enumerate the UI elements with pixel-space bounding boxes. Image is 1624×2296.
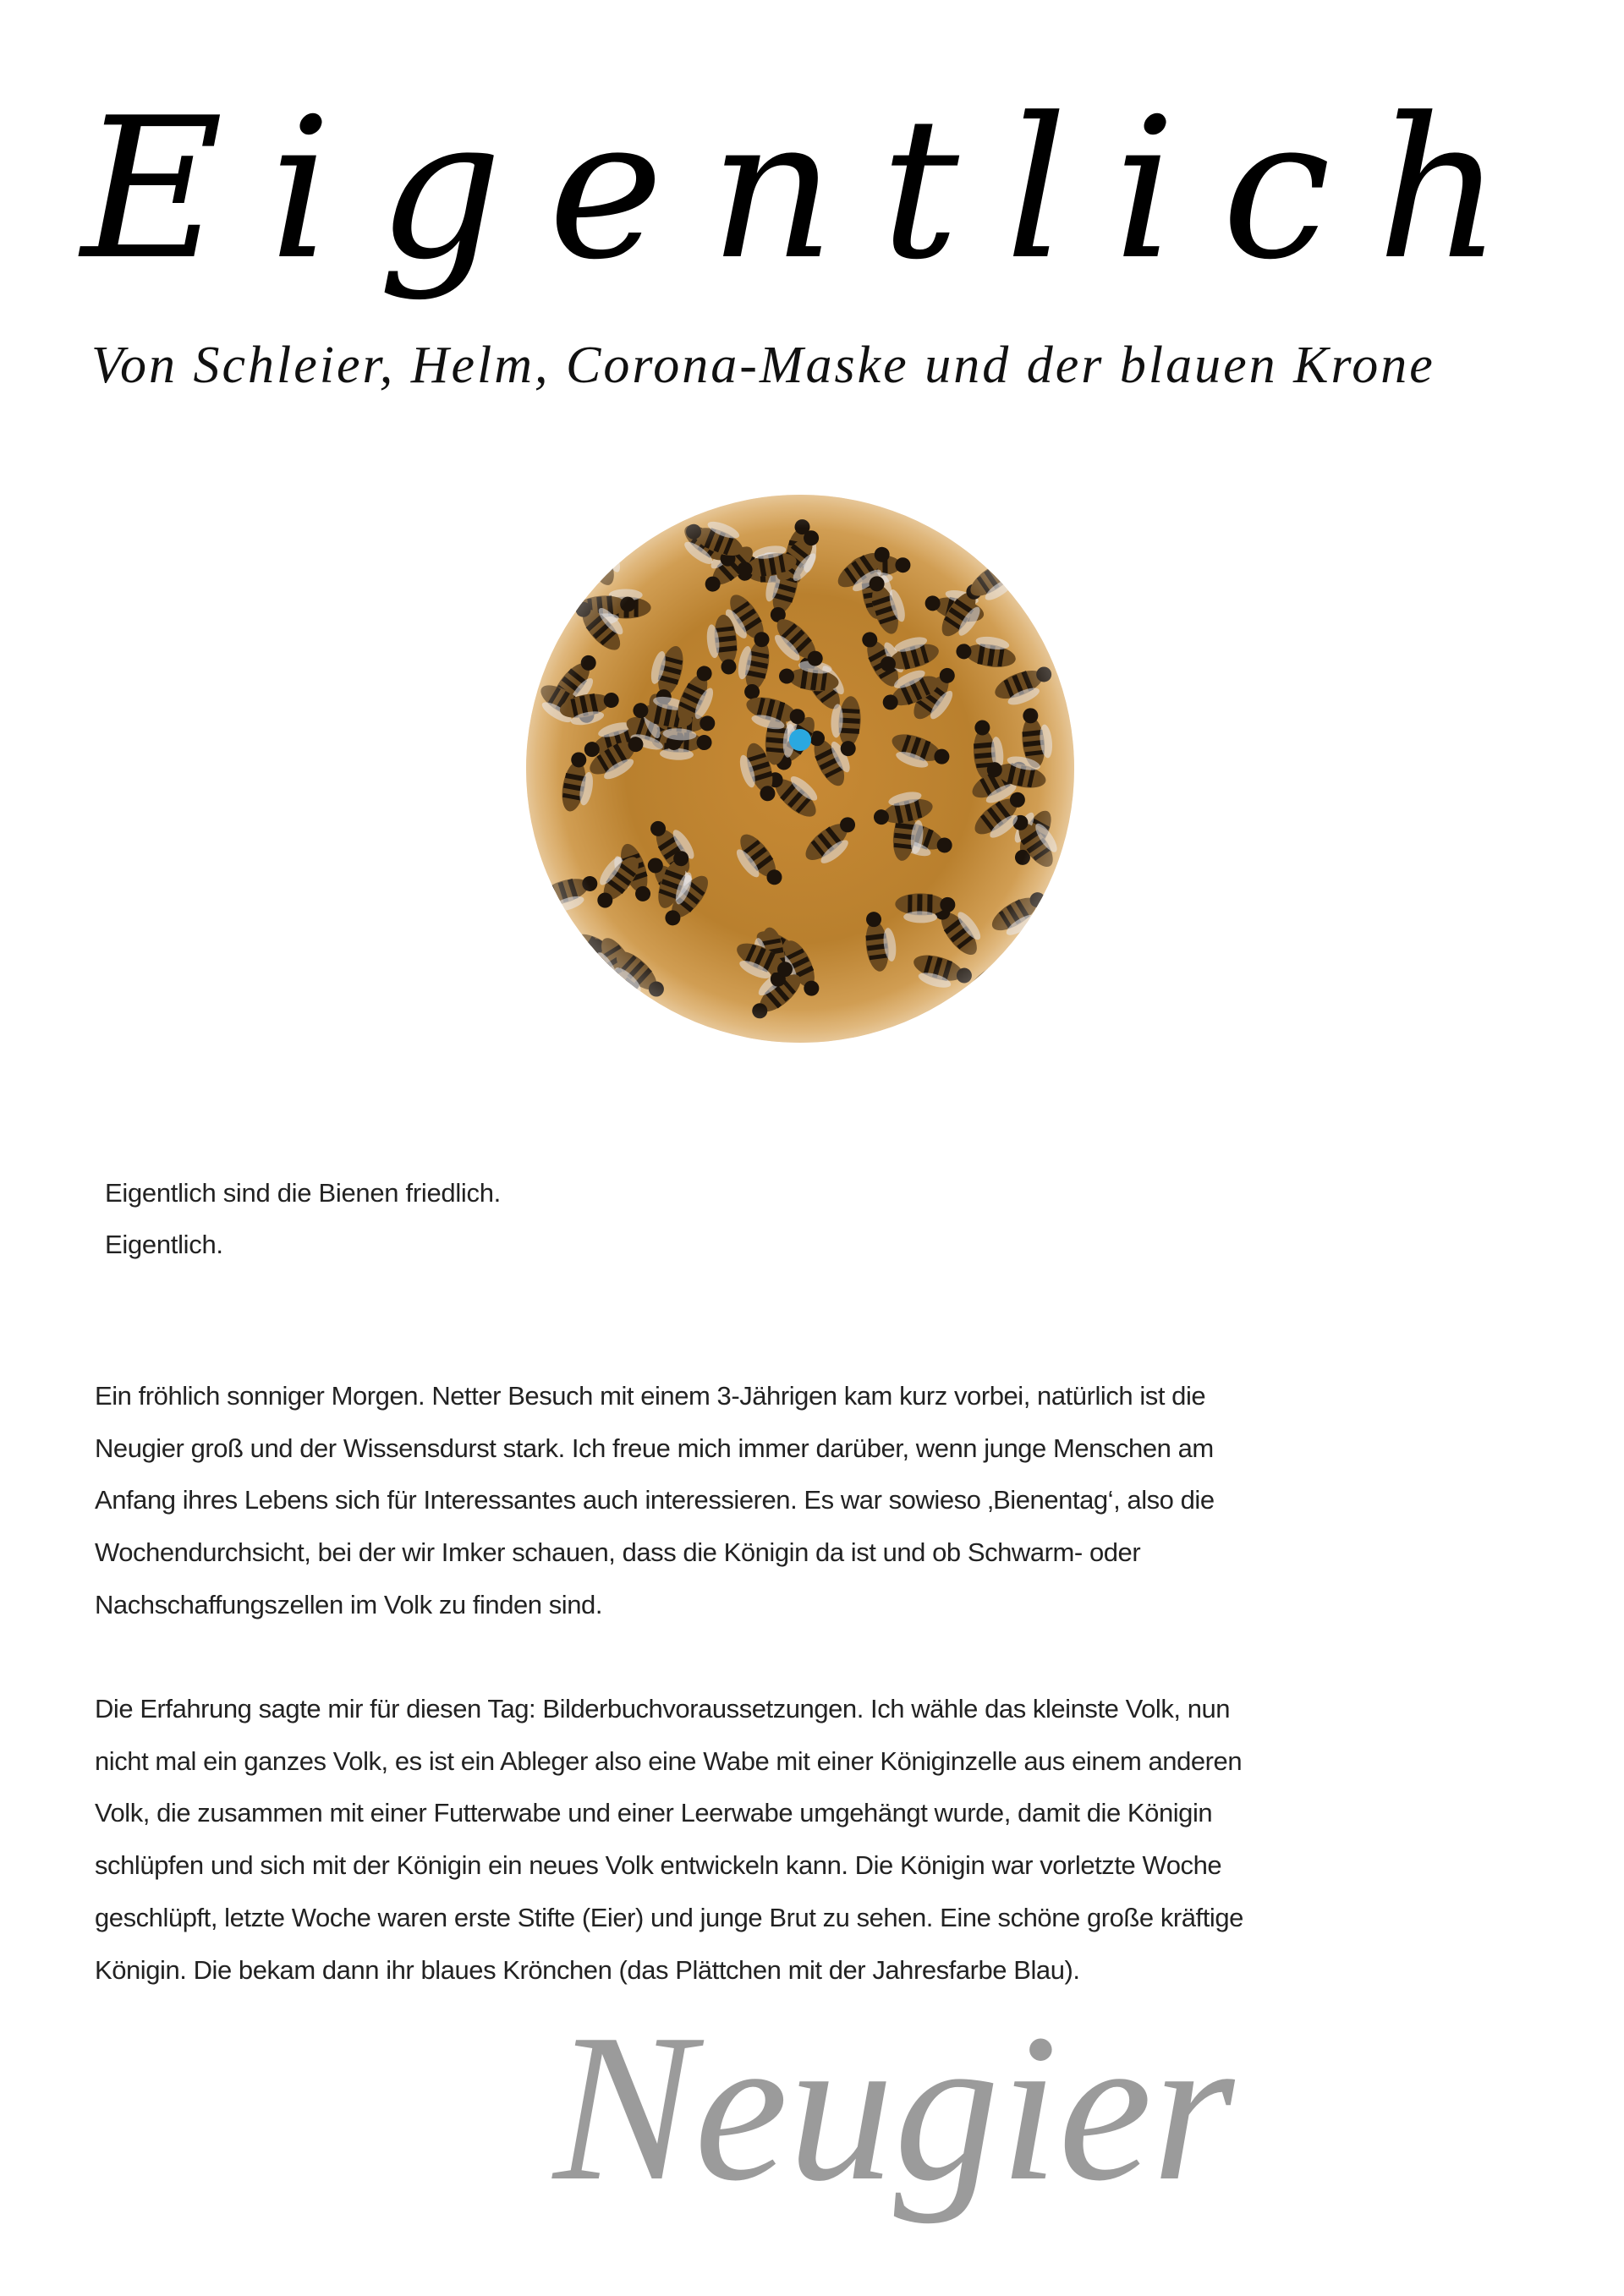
title-letter: t [881,77,959,303]
paragraph-1 [95,1370,1533,1631]
decorative-heading-neugier: Neugier [553,1991,1235,2225]
paragraph-line: Neugier groß und der Wissensdurst stark. Ich freue mich immer darüber, wenn junge Menschen am [95,1433,1214,1463]
paragraph-line: schlüpfen und sich mit der Königin ein neues Volk entwickeln kann. Die Königin war vorletzte Woche [95,1850,1222,1881]
title-letter: i [269,77,332,303]
paragraph-line: Ein fröhlich sonniger Morgen. Netter Besuch mit einem 3-Jährigen kam kurz vorbei, natürlich ist die [95,1381,1206,1411]
page-subtitle: Von Schleier, Helm, Corona-Maske und der blauen Krone [91,337,1435,394]
title-letter: n [709,77,835,303]
paragraph-line: Volk, die zusammen mit einer Futterwabe und einer Leerwabe umgehängt wurde, damit die Königin [95,1798,1213,1828]
paragraph-2 [95,1683,1533,1996]
paragraph-line: Anfang ihres Lebens sich für Interessantes auch interessieren. Es war sowieso ‚Bienentag‘, also die [95,1485,1215,1515]
title-letter: h [1376,77,1502,303]
title-letter: e [548,77,664,303]
title-letter: l [1005,77,1067,303]
paragraph-line: Nachschaffungszellen im Volk zu finden sind. [95,1589,602,1619]
title-letter: E [81,77,223,303]
title-letter: c [1221,77,1331,303]
intro-line: Eigentlich sind die Bienen friedlich. [105,1178,501,1208]
title-letter: i [1113,77,1177,303]
intro-line: Eigentlich. [105,1230,223,1259]
paragraph-line: Wochendurchsicht, bei der wir Imker schauen, dass die Königin da ist und ob Schwarm- oder [95,1537,1141,1568]
paragraph-line: nicht mal ein ganzes Volk, es ist ein Ableger also eine Wabe mit einer Königinzelle aus einem anderen [95,1745,1243,1776]
intro-text [105,1167,501,1270]
bee-colony-photo [526,495,1074,1043]
paragraph-line: Königin. Die bekam dann ihr blaues Krönchen (das Plättchen mit der Jahresfarbe Blau). [95,1954,1080,1985]
paragraph-line: geschlüpft, letzte Woche waren erste Stifte (Eier) und junge Brut zu sehen. Eine schöne große kräftige [95,1902,1243,1932]
title-letter: g [377,77,502,303]
paragraph-line: Die Erfahrung sagte mir für diesen Tag: Bilderbuchvoraussetzungen. Ich wähle das kleinste Volk, nun [95,1694,1231,1723]
page-title [81,77,1502,303]
vignette [526,495,1074,1043]
